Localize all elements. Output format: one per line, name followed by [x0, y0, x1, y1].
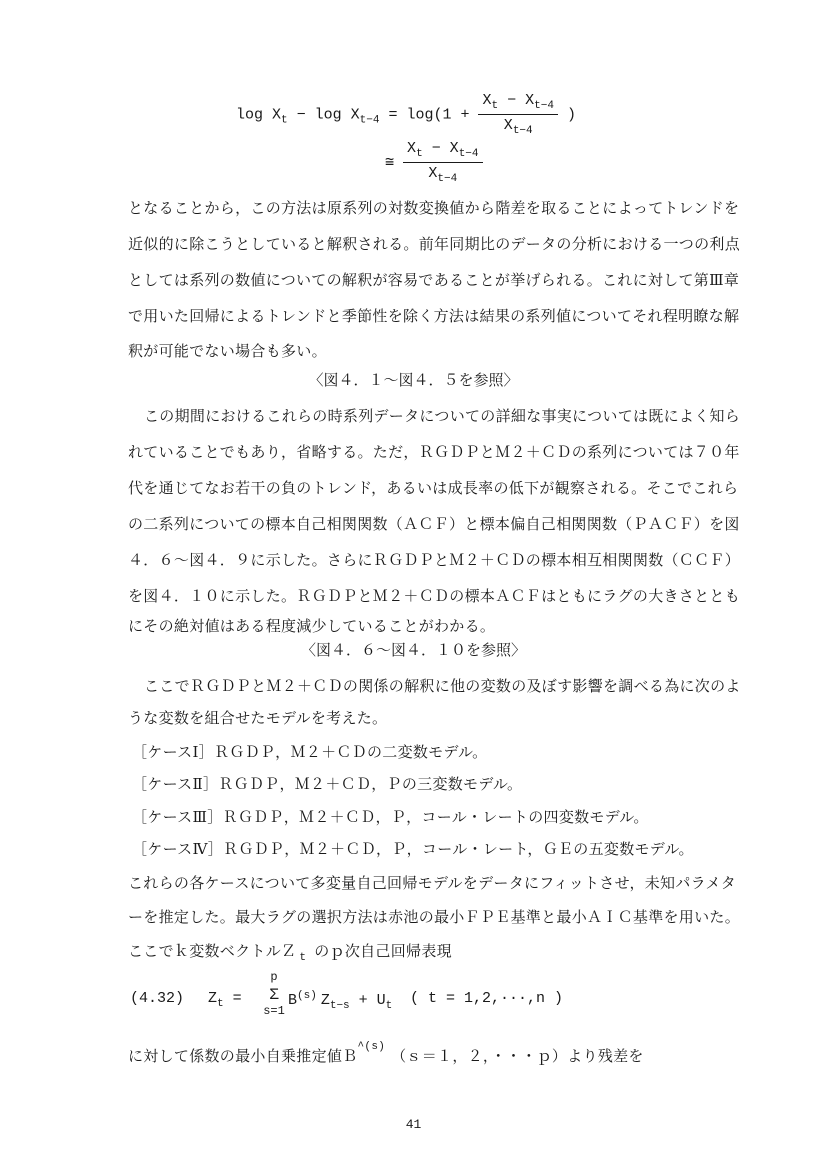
- last-line: [128, 1041, 644, 1066]
- sum-upper: p: [270, 970, 278, 984]
- paragraph1-line: で用いた回帰によるトレンドと季節性を除く方法は結果の系列値についてそれ程明瞭な解: [128, 307, 740, 325]
- eq-text: X: [407, 140, 417, 157]
- eq-text: + U: [349, 992, 386, 1009]
- case-item: ［ケースⅠ］ＲＧＤＰ，Ｍ２＋ＣＤの二変数モデル。: [132, 743, 488, 761]
- eq-text: − X: [422, 140, 459, 157]
- sum-lower: s=1: [263, 1004, 285, 1018]
- paragraph4-tail: のｐ次自己回帰表現: [314, 942, 452, 960]
- case-item: ［ケースⅢ］ＲＧＤＰ，Ｍ２＋ＣＤ，Ｐ，コール・レートの四変数モデル。: [132, 808, 649, 826]
- case-item: ［ケースⅡ］ＲＧＤＰ，Ｍ２＋ＣＤ，Ｐの三変数モデル。: [132, 775, 523, 793]
- eq-sub: t: [281, 114, 288, 127]
- eq-text: ): [557, 106, 576, 124]
- paragraph4-line: これらの各ケースについて多変量自己回帰モデルをデータにフィットさせ，未知パラメタ: [128, 874, 737, 892]
- sum-symbol: Σ: [269, 986, 279, 1004]
- eq-text: Z: [320, 992, 330, 1009]
- eq-text: Z: [208, 990, 218, 1007]
- eq-sub: t−4: [534, 100, 554, 112]
- equation-log-difference: [236, 92, 576, 137]
- paragraph2-line: を図４．１０に示した。ＲＧＤＰとＭ２＋ＣＤの標本ＡＣＦはともにラグの大きさととも: [128, 587, 741, 605]
- fraction-2: [403, 140, 482, 185]
- paragraph2-line: にその絶対値はある程度減少していることがわかる。: [128, 617, 496, 635]
- equation-4-32-range: ( t = 1,2,···,n ): [410, 990, 564, 1007]
- fraction-1: [478, 92, 557, 137]
- eq-text: − X: [498, 92, 535, 109]
- hat-superscript: ^(s): [357, 1041, 386, 1053]
- last-line-tail: （ｓ＝１，２，・・・ｐ）より残差を: [391, 1047, 644, 1065]
- figure-reference-1: 〈図４．１〜図４．５を参照〉: [308, 371, 519, 389]
- last-line-text: に対して係数の最小自乗推定値Ｂ: [128, 1047, 358, 1065]
- paragraph2-line: の二系列についての標本自己相関関数（ＡＣＦ）と標本偏自己相関関数（ＰＡＣＦ）を図: [128, 515, 740, 533]
- eq-text: =: [223, 990, 242, 1007]
- paragraph4-line: ーを推定した。最大ラグの選択方法は赤池の最小ＦＰＥ基準と最小ＡＩＣ基準を用いた。: [128, 908, 741, 926]
- eq-text: X: [503, 117, 513, 134]
- eq-sub: t−4: [437, 173, 458, 185]
- eq-sub: t: [491, 100, 499, 112]
- case-item: ［ケースⅣ］ＲＧＤＰ，Ｍ２＋ＣＤ，Ｐ，コール・レート，ＧＥの五変数モデル。: [132, 840, 694, 858]
- paragraph3-line: ここでＲＧＤＰとＭ２＋ＣＤの関係の解釈に他の変数の及ぼす影響を調べる為に次のよ: [144, 677, 741, 695]
- eq-sub: t: [385, 1000, 393, 1012]
- eq-text: log X: [236, 106, 282, 124]
- eq-text: ≅: [385, 154, 395, 172]
- eq-text: X: [482, 92, 492, 109]
- paragraph1-line: 近似的に除こうとしていると解釈される。前年同期比のデータの分析における一つの利点: [128, 235, 741, 253]
- equation-4-32-label: (4.32): [130, 990, 185, 1007]
- subscript-t: t: [299, 952, 307, 964]
- paragraph3-line: うな変数を組合せたモデルを考えた。: [128, 709, 388, 727]
- eq-text: = log(1 +: [379, 106, 479, 124]
- figure-reference-2: 〈図４．６〜図４．１０を参照〉: [300, 641, 526, 659]
- equation-approximation: [385, 140, 483, 185]
- paragraph1-line: としては系列の数値についての解釈が容易であることが挙げられる。これに対して第Ⅲ章: [128, 271, 740, 289]
- paragraph2-line: 代を通じてなお若干の負のトレンド，あるいは成長率の低下が観察される。そこでこれら: [128, 479, 739, 497]
- eq-sub: t−s: [329, 1000, 350, 1012]
- eq-sub: t: [217, 998, 224, 1010]
- paragraph2-line: ４．６〜図４．９に示した。さらにＲＧＤＰとＭ２＋ＣＤの標本相互相関関数（ＣＣＦ）: [128, 551, 741, 569]
- eq-sub: t−4: [458, 148, 479, 160]
- paragraph4-text: ここでｋ変数ベクトルＺ: [128, 942, 297, 960]
- eq-sub: t−4: [359, 114, 380, 127]
- paragraph2-line: この期間におけるこれらの時系列データについての詳細な事実については既によく知ら: [144, 407, 741, 425]
- eq-sub: t−4: [512, 125, 533, 137]
- eq-text: B: [288, 992, 298, 1009]
- paragraph2-line: れていることでもあり，省略する。ただ，ＲＧＤＰとＭ２＋ＣＤの系列については７０年: [128, 443, 740, 461]
- paragraph4-line-vector: [128, 940, 452, 964]
- eq-text: X: [428, 165, 438, 182]
- paragraph1-line: 釈が可能でない場合も多い。: [128, 342, 327, 360]
- eq-sup: (s): [297, 990, 317, 1002]
- page-number: 41: [405, 1117, 422, 1132]
- eq-sub: t: [416, 148, 423, 160]
- eq-text: − log X: [287, 106, 360, 124]
- paragraph1-line: となることから，この方法は原系列の対数変換値から階差を取ることによってトレンドを: [128, 199, 740, 217]
